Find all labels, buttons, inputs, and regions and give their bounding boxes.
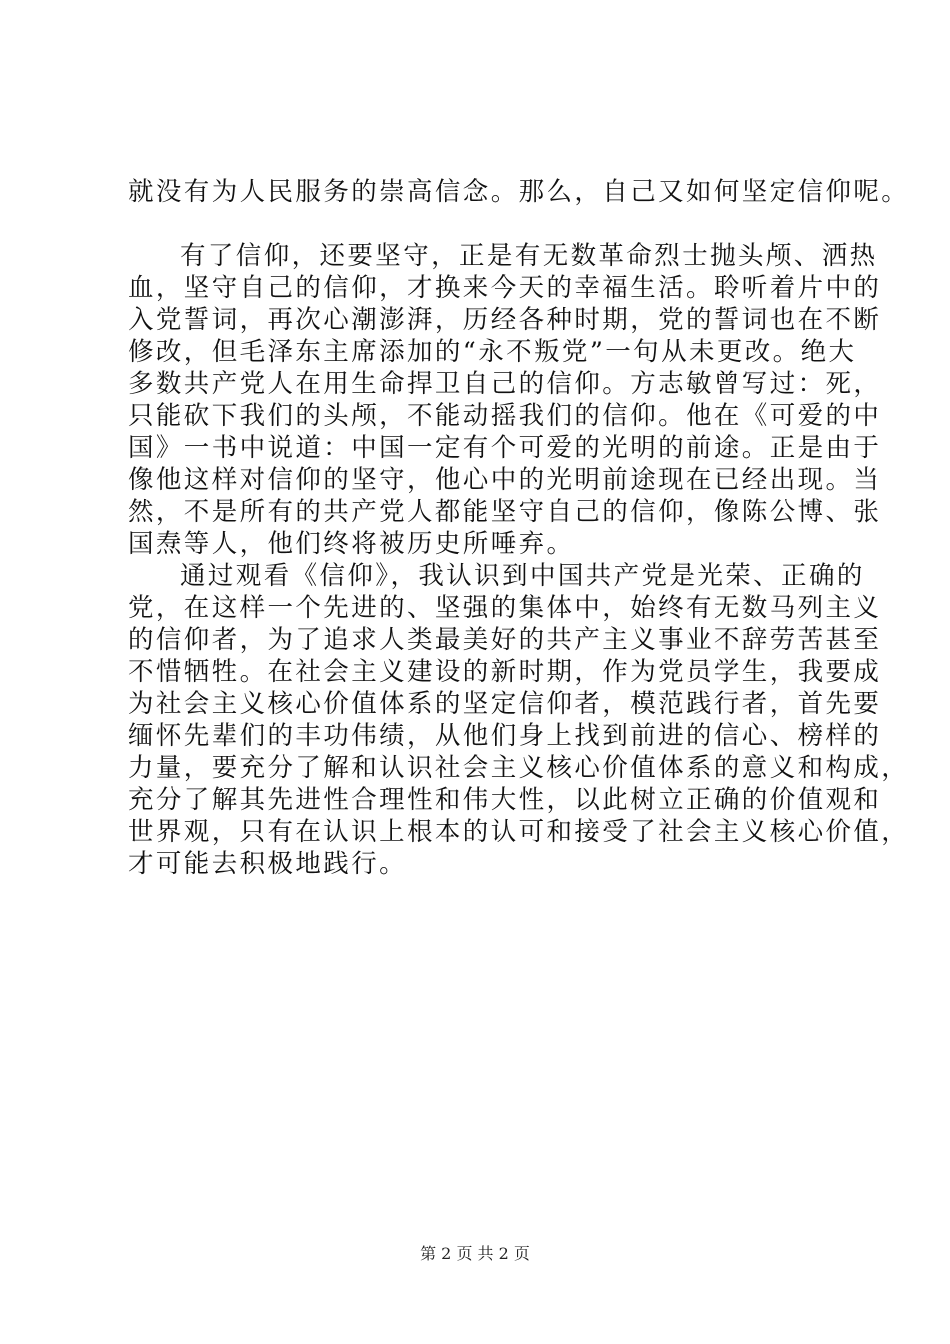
paragraph-2-line: 缅怀先辈们的丰功伟绩，从他们身上找到前进的信心、榜样的 [128,721,882,751]
paragraph-1-line: 国焘等人，他们终将被历史所唾弃。 [128,529,575,559]
paragraph-1-line: 像他这样对信仰的坚守，他心中的光明前途现在已经出现。当 [128,465,882,495]
paragraph-1-line: 修改，但毛泽东主席添加的“永不叛党”一句从未更改。绝大 [128,337,857,367]
page-number-footer: 第 2 页 共 2 页 [420,1244,530,1263]
paragraph-1-line: 然，不是所有的共产党人都能坚守自己的信仰，像陈公博、张 [128,497,882,527]
paragraph-2-line: 通过观看《信仰》，我认识到中国共产党是光荣、正确的 [180,561,865,591]
paragraph-2-line: 党，在这样一个先进的、坚强的集体中，始终有无数马列主义 [128,593,882,623]
paragraph-2-line: 的信仰者，为了追求人类最美好的共产主义事业不辞劳苦甚至 [128,625,882,655]
paragraph-1-line: 入党誓词，再次心潮澎湃，历经各种时期，党的誓词也在不断 [128,305,882,335]
paragraph-2-line: 世界观，只有在认识上根本的认可和接受了社会主义核心价值， [128,817,910,847]
paragraph-1-line: 血，坚守自己的信仰，才换来今天的幸福生活。聆听着片中的 [128,273,882,303]
paragraph-1-line: 只能砍下我们的头颅，不能动摇我们的信仰。他在《可爱的中 [128,401,882,431]
paragraph-1-line: 有了信仰，还要坚守，正是有无数革命烈士抛头颅、洒热 [180,241,878,271]
paragraph-1-line: 多数共产党人在用生命捍卫自己的信仰。方志敏曾写过：死， [128,369,882,399]
paragraph-2-line: 为社会主义核心价值体系的坚定信仰者，模范践行者，首先要 [128,689,882,719]
body-text-line: 就没有为人民服务的崇高信念。那么，自己又如何坚定信仰呢。 [128,177,910,207]
paragraph-2-line: 充分了解其先进性合理性和伟大性，以此树立正确的价值观和 [128,785,882,815]
paragraph-2-line: 才可能去积极地践行。 [128,849,408,879]
paragraph-2-line: 力量，要充分了解和认识社会主义核心价值体系的意义和构成， [128,753,910,783]
paragraph-1-line: 国》一书中说道：中国一定有个可爱的光明的前途。正是由于 [128,433,882,463]
paragraph-2-line: 不惜牺牲。在社会主义建设的新时期，作为党员学生，我要成 [128,657,882,687]
